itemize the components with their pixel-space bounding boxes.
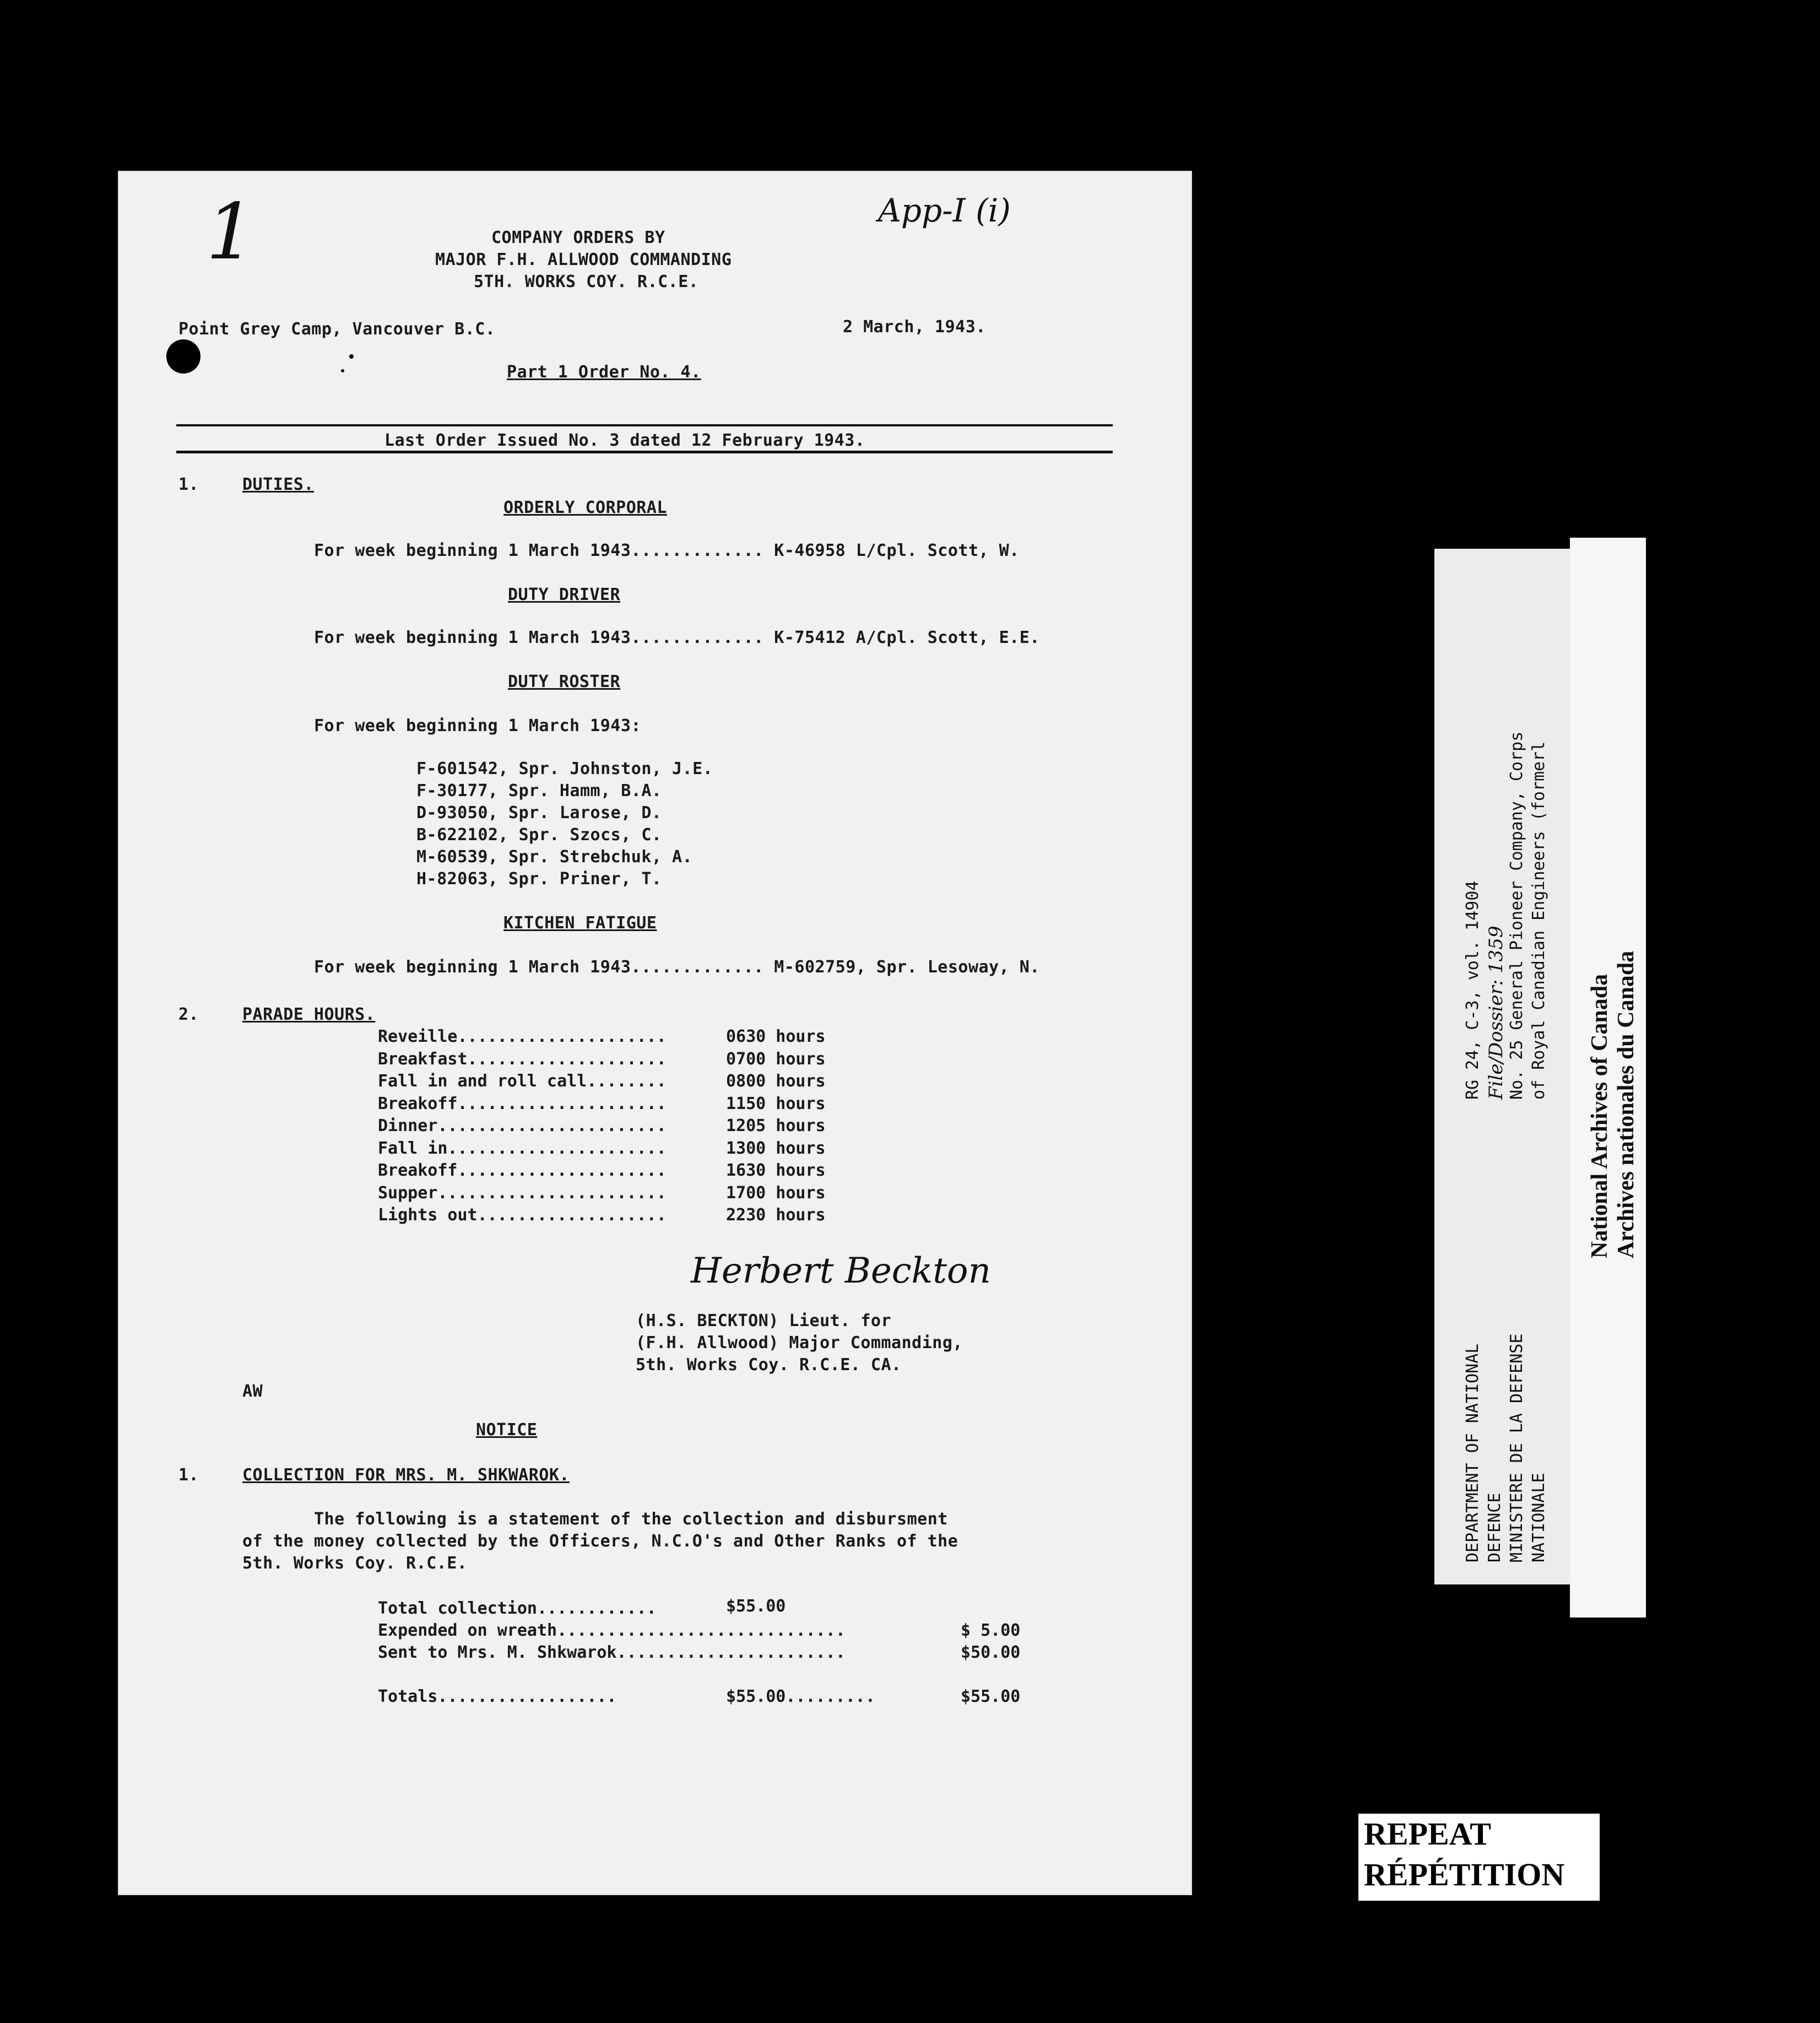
parade-row-label: Breakoff..................... — [378, 1161, 667, 1180]
archive-label-en: National Archives of Canada — [1587, 973, 1612, 1258]
collection-row-col2: $ 5.00 — [961, 1621, 1021, 1640]
divider-bottom — [176, 451, 1113, 453]
roster-name: M-60539, Spr. Strebchuk, A. — [416, 847, 693, 867]
section-1-title: DUTIES. — [242, 475, 314, 494]
roster-name: D-93050, Spr. Larose, D. — [416, 803, 662, 823]
slip-col2-line3: No. 25 General Pioneer Company, Corps — [1507, 731, 1526, 1100]
order-number: Part 1 Order No. 4. — [507, 363, 701, 382]
totals-label: Totals.................. — [378, 1687, 617, 1706]
kitchen-fatigue-heading: KITCHEN FATIGUE — [503, 913, 657, 933]
notice-paragraph-line-3: 5th. Works Coy. R.C.E. — [242, 1554, 468, 1573]
parade-row-time: 0630 hours — [726, 1027, 826, 1046]
parade-row-time: 0700 hours — [726, 1049, 826, 1069]
parade-row-label: Supper....................... — [378, 1183, 667, 1203]
slip-file-dossier: File/Dossier: 1359 — [1485, 926, 1507, 1100]
totals-col1: $55.00......... — [726, 1687, 875, 1706]
last-order: Last Order Issued No. 3 dated 12 February 1943. — [384, 431, 865, 450]
archive-reference-slip — [1434, 549, 1586, 1584]
divider-top — [176, 424, 1113, 426]
collection-row-label: Total collection............ — [378, 1599, 657, 1618]
header-line-2: MAJOR F.H. ALLWOOD COMMANDING — [435, 250, 732, 269]
section-1-number: 1. — [178, 475, 199, 494]
slip-col1-line1: DEPARTMENT OF NATIONAL — [1463, 1343, 1482, 1562]
parade-row-label: Breakoff..................... — [378, 1094, 667, 1113]
signature-line-2: (F.H. Allwood) Major Commanding, — [636, 1333, 963, 1353]
duty-driver-heading: DUTY DRIVER — [508, 585, 621, 604]
parade-row-label: Reveille..................... — [378, 1027, 667, 1046]
collection-row-label: Sent to Mrs. M. Shkwarok....................... — [378, 1643, 846, 1662]
repeat-stamp — [1358, 1814, 1600, 1901]
section-2-number: 2. — [178, 1005, 199, 1024]
section-2-title: PARADE HOURS. — [242, 1005, 376, 1024]
duty-roster-intro: For week beginning 1 March 1943: — [314, 716, 641, 735]
parade-row-time: 2230 hours — [726, 1205, 826, 1225]
parade-row-label: Fall in...................... — [378, 1138, 667, 1158]
slip-col2-line4: of Royal Canadian Engineers (formerl — [1529, 741, 1548, 1100]
repeat-stamp-line-2: RÉPÉTITION — [1364, 1857, 1565, 1892]
slip-col1-line3: MINISTERE DE LA DEFENSE — [1507, 1333, 1526, 1562]
parade-row-label: Lights out................... — [378, 1205, 667, 1225]
notice-heading: NOTICE — [476, 1420, 538, 1440]
header-line-3: 5TH. WORKS COY. R.C.E. — [474, 272, 699, 291]
notice-title: COLLECTION FOR MRS. M. SHKWAROK. — [242, 1465, 570, 1485]
typist-initials: AW — [242, 1382, 263, 1401]
punch-hole — [166, 339, 201, 374]
roster-name: B-622102, Spr. Szocs, C. — [416, 825, 662, 845]
duty-roster-heading: DUTY ROSTER — [508, 672, 621, 691]
parade-row-time: 1150 hours — [726, 1094, 826, 1113]
parade-row-label: Dinner....................... — [378, 1116, 667, 1135]
collection-row-col2: $50.00 — [961, 1643, 1021, 1662]
slip-col2-line1: RG 24, C-3, vol. 14904 — [1463, 880, 1482, 1100]
archive-label-fr: Archives nationales du Canada — [1613, 950, 1639, 1258]
ink-speck — [341, 369, 344, 372]
orderly-corporal-heading: ORDERLY CORPORAL — [503, 498, 667, 517]
parade-row-time: 1300 hours — [726, 1138, 826, 1158]
repeat-stamp-line-1: REPEAT — [1364, 1816, 1491, 1852]
roster-name: F-601542, Spr. Johnston, J.E. — [416, 759, 713, 778]
totals-col2: $55.00 — [961, 1687, 1021, 1706]
document-page — [118, 171, 1192, 1895]
parade-row-time: 1630 hours — [726, 1161, 826, 1180]
ink-speck — [349, 354, 354, 359]
kitchen-fatigue-line: For week beginning 1 March 1943............. M-602759, Spr. Lesoway, N. — [314, 958, 1040, 977]
collection-row-label: Expended on wreath............................. — [378, 1621, 846, 1640]
collection-row-col1: $55.00 — [726, 1597, 786, 1616]
location: Point Grey Camp, Vancouver B.C. — [178, 320, 496, 339]
slip-col1-line4: NATIONALE — [1529, 1473, 1548, 1562]
signature: Herbert Beckton — [691, 1251, 991, 1291]
orderly-corporal-line: For week beginning 1 March 1943............. K-46958 L/Cpl. Scott, W. — [314, 541, 1020, 560]
date: 2 March, 1943. — [843, 317, 986, 337]
parade-row-label: Breakfast.................... — [378, 1049, 667, 1069]
notice-paragraph-line-1: The following is a statement of the collection and disbursment — [314, 1510, 948, 1529]
notice-number: 1. — [178, 1465, 199, 1485]
signature-line-3: 5th. Works Coy. R.C.E. CA. — [636, 1355, 902, 1375]
handwritten-mark: 1 — [206, 187, 256, 277]
parade-row-label: Fall in and roll call........ — [378, 1072, 667, 1091]
notice-paragraph-line-2: of the money collected by the Officers, N.C.O's and Other Ranks of the — [242, 1532, 958, 1551]
parade-row-time: 0800 hours — [726, 1072, 826, 1091]
roster-name: F-30177, Spr. Hamm, B.A. — [416, 781, 662, 800]
archive-label-slip — [1570, 538, 1646, 1618]
parade-row-time: 1205 hours — [726, 1116, 826, 1135]
handwritten-reference: App-I (i) — [878, 192, 1011, 229]
signature-line-1: (H.S. BECKTON) Lieut. for — [636, 1311, 892, 1330]
duty-driver-line: For week beginning 1 March 1943............. K-75412 A/Cpl. Scott, E.E. — [314, 628, 1040, 647]
header-line-1: COMPANY ORDERS BY — [491, 228, 665, 247]
slip-col1-line2: DEFENCE — [1485, 1492, 1504, 1562]
roster-name: H-82063, Spr. Priner, T. — [416, 869, 662, 889]
parade-row-time: 1700 hours — [726, 1183, 826, 1203]
